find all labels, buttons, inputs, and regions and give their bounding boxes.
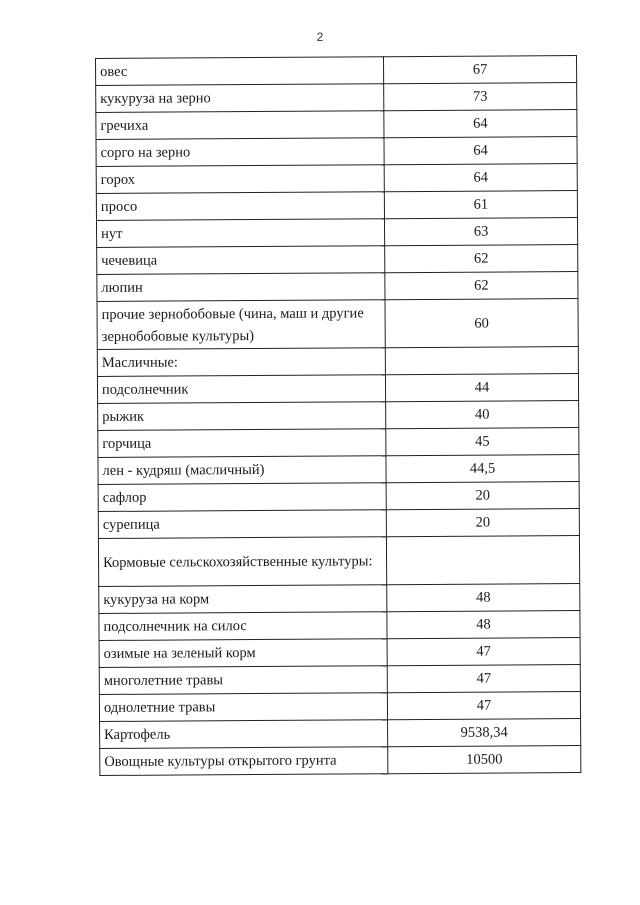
- table-row: [97, 299, 578, 350]
- crop-name-cell: нут: [96, 219, 384, 248]
- table-row: [99, 692, 580, 722]
- table-row: [99, 665, 580, 695]
- crop-value-cell: 10500: [388, 746, 581, 774]
- table-row: [97, 347, 578, 377]
- table-row: [96, 191, 577, 221]
- crop-name-cell: сорго на зерно: [96, 138, 384, 167]
- crop-value-cell: [385, 347, 578, 375]
- crop-value-cell: 73: [384, 83, 577, 111]
- crop-name-cell: однолетние травы: [99, 693, 387, 722]
- crop-values-table: [95, 55, 581, 776]
- crop-value-cell: 62: [385, 245, 578, 273]
- table-row: [98, 509, 579, 539]
- crop-name-cell: озимые на зеленый корм: [99, 639, 387, 668]
- crop-value-cell: 40: [386, 401, 579, 429]
- crop-value-cell: 20: [386, 482, 579, 510]
- table-row: [96, 164, 577, 194]
- crop-value-cell: 48: [387, 611, 580, 639]
- crop-value-cell: 62: [385, 272, 578, 300]
- table-row: [98, 428, 579, 458]
- crop-name-cell: горох: [96, 165, 384, 194]
- crop-name-cell: лен - кудряш (масличный): [98, 456, 386, 485]
- crop-value-cell: 61: [384, 191, 577, 219]
- crop-name-cell: Овощные культуры открытого грунта: [100, 747, 388, 776]
- crop-name-cell: сурепица: [98, 510, 386, 539]
- crop-value-cell: 64: [384, 164, 577, 192]
- crop-value-cell: 20: [386, 509, 579, 537]
- page-number: 2: [316, 30, 324, 44]
- table-row: [98, 536, 579, 587]
- crop-value-cell: 47: [387, 665, 580, 693]
- crop-value-cell: 44,5: [386, 455, 579, 483]
- crop-value-cell: 45: [386, 428, 579, 456]
- table-row: [99, 638, 580, 668]
- crop-value-cell: 64: [384, 137, 577, 165]
- crop-name-cell: Масличные:: [97, 348, 385, 377]
- table-row: [97, 374, 578, 404]
- table-row: [100, 719, 581, 749]
- crop-value-cell: 44: [385, 374, 578, 402]
- crop-name-cell: прочие зернобобовые (чина, маш и другие зернобобовые культуры): [97, 300, 385, 350]
- crop-value-cell: 47: [387, 638, 580, 666]
- crop-name-cell: сафлор: [98, 483, 386, 512]
- table-row: [96, 137, 577, 167]
- crop-name-cell: подсолнечник на силос: [99, 612, 387, 641]
- crop-value-cell: [386, 536, 579, 585]
- table-row: [96, 56, 577, 86]
- crop-value-cell: 47: [387, 692, 580, 720]
- crop-value-cell: 63: [384, 218, 577, 246]
- table-row: [97, 245, 578, 275]
- crop-name-cell: люпин: [97, 273, 385, 302]
- crop-name-cell: кукуруза на корм: [99, 585, 387, 614]
- table-row: [97, 272, 578, 302]
- crop-name-cell: Кормовые сельскохозяйственные культуры:: [98, 537, 386, 587]
- crop-values-table-body: [96, 56, 581, 776]
- crop-value-cell: 64: [384, 110, 577, 138]
- table-row: [96, 110, 577, 140]
- table-row: [100, 746, 581, 776]
- crop-value-cell: 60: [385, 299, 578, 348]
- table-row: [99, 584, 580, 614]
- crop-name-cell: кукуруза на зерно: [96, 84, 384, 113]
- crop-name-cell: Картофель: [100, 720, 388, 749]
- table-row: [96, 83, 577, 113]
- crop-name-cell: многолетние травы: [99, 666, 387, 695]
- crop-name-cell: овес: [96, 57, 384, 86]
- table-row: [98, 455, 579, 485]
- crop-name-cell: рыжик: [98, 402, 386, 431]
- crop-name-cell: чечевица: [97, 246, 385, 275]
- crop-name-cell: горчица: [98, 429, 386, 458]
- table-row: [99, 611, 580, 641]
- table-row: [98, 401, 579, 431]
- table-row: [96, 218, 577, 248]
- crop-value-cell: 9538,34: [388, 719, 581, 747]
- crop-value-cell: 67: [383, 56, 576, 84]
- crop-name-cell: подсолнечник: [97, 375, 385, 404]
- crop-name-cell: гречиха: [96, 111, 384, 140]
- table-row: [98, 482, 579, 512]
- crop-value-cell: 48: [387, 584, 580, 612]
- crop-name-cell: просо: [96, 192, 384, 221]
